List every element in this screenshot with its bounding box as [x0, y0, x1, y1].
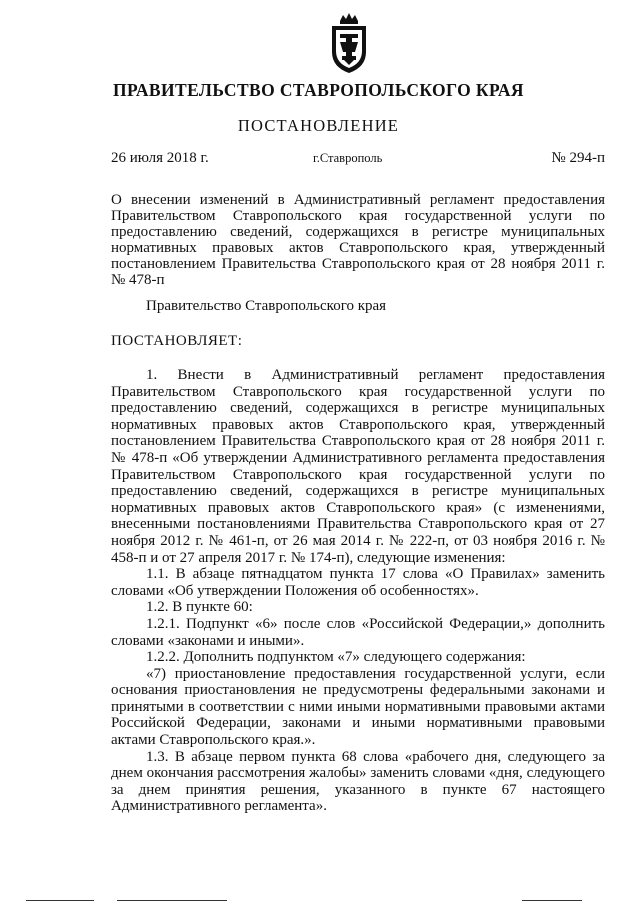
- footer-rule: [26, 900, 94, 901]
- government-title: ПРАВИТЕЛЬСТВО СТАВРОПОЛЬСКОГО КРАЯ: [113, 80, 524, 100]
- document-date: 26 июля 2018 г.: [111, 150, 209, 166]
- paragraph-1-2-1: 1.2.1. Подпункт «6» после слов «Российской Федерации,» дополнить словами «законами и иными».: [111, 615, 605, 649]
- document-subject: О внесении изменений в Административный регламент предоставления Правительством Ставропольского края государственной услуги по предоставлению сведений, содержащихся в регистре муниципальных нормативных правовых актов Ставропольского края, утвержденный постановлением Правительства Ставропольского края от 28 ноября 2011 г. № 478-п: [111, 192, 605, 288]
- document-body: [111, 367, 605, 815]
- paragraph-1-1: 1.1. В абзаце пятнадцатом пункта 17 слова «О Правилах» заменить словами «Об утверждении Положения об особенностях».: [111, 566, 605, 599]
- footer-rule: [117, 900, 227, 901]
- document-type: ПОСТАНОВЛЕНИЕ: [237, 116, 400, 135]
- footer-rule: [522, 900, 582, 901]
- issuing-authority: Правительство Ставропольского края: [146, 298, 387, 314]
- document-city: г.Ставрополь: [313, 151, 383, 165]
- paragraph-1-2-2: 1.2.2. Дополнить подпунктом «7» следующего содержания:: [146, 649, 526, 666]
- paragraph-1: 1. Внести в Административный регламент предоставления Правительством Ставропольского края государственной услуги по предоставлению сведений, содержащихся в регистре муниципальных нормативных правовых актов Ставропольского края, утвержденный постановлением Правительства Ставропольского края от 28 ноября 2011 г. № 478-п «Об утверждении Административного регламента предоставления Правительством Ставропольского края государственной услуги по предоставлению сведений, содержащихся в регистре муниципальных нормативных правовых актов Ставропольского края» (с изменениями, внесенными постановлениями Правительства Ставропольского края от 27 ноября 2012 г. № 461-п, от 26 мая 2014 г. № 222-п, от 03 ноября 2016 г. № 458-п и от 27 апреля 2017 г. № 174-п), следующие изменения:: [111, 367, 605, 566]
- document-number: № 294-п: [551, 150, 605, 166]
- paragraph-1-3: 1.3. В абзаце первом пункта 68 слова «рабочего дня, следующего за днем окончания рассмотрения жалобы» заменить словами «дня, следующего за днем принятия решения, указанного в пункте 67 настоящего Административного регламента».: [111, 748, 605, 815]
- paragraph-1-2: 1.2. В пункте 60:: [146, 599, 253, 616]
- resolves-heading: ПОСТАНОВЛЯЕТ:: [111, 333, 243, 349]
- coat-of-arms-icon: [326, 12, 372, 74]
- paragraph-subitem-7: «7) приостановление предоставления государственной услуги, если основания приостановления не предусмотрены федеральными законами и принятыми в соответствии с ними иными нормативными правовыми актами Российской Федерации, законами и иными нормативными правовыми актами Ставропольского края.».: [111, 665, 605, 749]
